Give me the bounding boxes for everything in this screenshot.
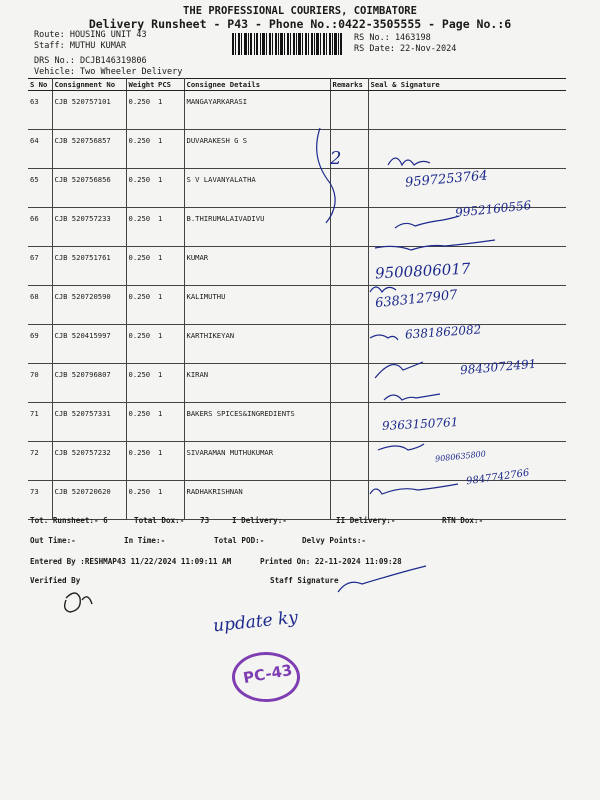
- cell-consignee: KIRAN: [184, 364, 330, 403]
- cell-consignee: B.THIRUMALAIVADIVU: [184, 208, 330, 247]
- drs-no: DRS No.: DCJB146319806: [34, 56, 147, 66]
- table-row: [28, 364, 566, 403]
- cell-signature: [368, 169, 566, 208]
- phone-72: 9080635800: [434, 449, 487, 464]
- table-row: [28, 481, 566, 520]
- cell-weight: 0.250: [126, 130, 156, 169]
- phone-70: 9843072491: [459, 356, 537, 378]
- cell-weight: 0.250: [126, 247, 156, 286]
- cell-consignee: MANGAYARKARASI: [184, 91, 330, 130]
- in-time: In Time:-: [124, 536, 166, 545]
- cell-consignee: KARTHIKEYAN: [184, 325, 330, 364]
- i-delivery: I Delivery:-: [232, 516, 287, 525]
- cell-remarks: [330, 481, 368, 520]
- col-signature: Seal & Signature: [368, 79, 566, 91]
- entered-by: Entered By :RESHMAP43 11/22/2024 11:09:11 AM: [30, 557, 232, 566]
- cell-signature: [368, 91, 566, 130]
- cell-sno: 66: [28, 208, 52, 247]
- cell-sno: 69: [28, 325, 52, 364]
- cell-consignment: CJB 520796807: [52, 364, 126, 403]
- cell-remarks: [330, 91, 368, 130]
- phone-68: 6383127907: [374, 287, 459, 312]
- rs-no: RS No.: 1463198: [354, 33, 431, 43]
- cell-weight: 0.250: [126, 286, 156, 325]
- col-consignee: Consignee Details: [184, 79, 330, 91]
- cell-remarks: [330, 325, 368, 364]
- col-sno: S No: [28, 79, 52, 91]
- cell-consignment: CJB 520415997: [52, 325, 126, 364]
- vehicle: Vehicle: Two Wheeler Delivery: [34, 67, 183, 77]
- col-weight: Weight: [126, 79, 156, 91]
- cell-consignee: KUMAR: [184, 247, 330, 286]
- cell-weight: 0.250: [126, 169, 156, 208]
- cell-consignee: DUVARAKESH G S: [184, 130, 330, 169]
- barcode: [232, 33, 342, 55]
- ii-delivery: II Delivery:-: [336, 516, 396, 525]
- total-dox-value: 73: [200, 516, 210, 525]
- cell-signature: [368, 247, 566, 286]
- phone-66: 9952160556: [454, 198, 532, 220]
- cell-consignee: SIVARAMAN MUTHUKUMAR: [184, 442, 330, 481]
- out-time: Out Time:-: [30, 536, 76, 545]
- cell-pcs: 1: [156, 130, 184, 169]
- phone-71: 9363150761: [381, 415, 459, 433]
- seal-text: PC-43: [241, 660, 294, 688]
- table-row: [28, 208, 566, 247]
- cell-pcs: 1: [156, 247, 184, 286]
- cell-signature: [368, 208, 566, 247]
- route: Route: HOUSING UNIT 43: [34, 30, 147, 40]
- cell-signature: [368, 481, 566, 520]
- cell-sno: 63: [28, 91, 52, 130]
- cell-signature: [368, 442, 566, 481]
- cell-consignment: CJB 520757101: [52, 91, 126, 130]
- table-row: [28, 169, 566, 208]
- cell-consignment: CJB 520720590: [52, 286, 126, 325]
- staff-signature: Staff Signature: [270, 576, 339, 585]
- runsheet-table: [28, 78, 566, 520]
- cell-pcs: 1: [156, 364, 184, 403]
- table-row: [28, 247, 566, 286]
- cell-consignment: CJB 520756857: [52, 130, 126, 169]
- table-row: [28, 403, 566, 442]
- cell-sno: 65: [28, 169, 52, 208]
- cell-sno: 72: [28, 442, 52, 481]
- table-row: [28, 442, 566, 481]
- cell-weight: 0.250: [126, 442, 156, 481]
- col-consignment: Consignment No: [52, 79, 126, 91]
- handwritten-note: update ky: [212, 607, 299, 637]
- phone-69: 6381862082: [404, 322, 482, 342]
- cell-weight: 0.250: [126, 325, 156, 364]
- cell-signature: [368, 130, 566, 169]
- cell-consignee: S V LAVANYALATHA: [184, 169, 330, 208]
- cell-remarks: [330, 208, 368, 247]
- cell-sno: 67: [28, 247, 52, 286]
- table-row: [28, 325, 566, 364]
- cell-pcs: 1: [156, 91, 184, 130]
- cell-remarks: [330, 403, 368, 442]
- phone-67: 9500806017: [374, 259, 471, 283]
- cell-remarks: [330, 286, 368, 325]
- cell-consignee: BAKERS SPICES&INGREDIENTS: [184, 403, 330, 442]
- cell-pcs: 1: [156, 442, 184, 481]
- seal-stamp: [232, 652, 300, 702]
- cell-consignment: CJB 520756856: [52, 169, 126, 208]
- cell-sno: 70: [28, 364, 52, 403]
- cell-sno: 68: [28, 286, 52, 325]
- cell-signature: [368, 403, 566, 442]
- table-row: [28, 286, 566, 325]
- phone-65: 9597253764: [404, 168, 489, 191]
- cell-weight: 0.250: [126, 481, 156, 520]
- table-row: [28, 91, 566, 130]
- cell-weight: 0.250: [126, 403, 156, 442]
- cell-weight: 0.250: [126, 364, 156, 403]
- cell-pcs: 1: [156, 208, 184, 247]
- delvy-points: Delvy Points:-: [302, 536, 367, 545]
- cell-remarks: [330, 130, 368, 169]
- cell-consignee: RADHAKRISHNAN: [184, 481, 330, 520]
- cell-consignment: CJB 520757233: [52, 208, 126, 247]
- cell-remarks: [330, 364, 368, 403]
- cell-pcs: 1: [156, 325, 184, 364]
- cell-signature: [368, 286, 566, 325]
- cell-signature: [368, 325, 566, 364]
- cell-remarks: [330, 247, 368, 286]
- total-dox-label: Total Dox:-: [134, 516, 185, 525]
- cell-pcs: 1: [156, 169, 184, 208]
- remark-mark: 2: [330, 148, 342, 169]
- cell-sno: 64: [28, 130, 52, 169]
- cell-remarks: [330, 442, 368, 481]
- cell-sno: 71: [28, 403, 52, 442]
- cell-signature: [368, 364, 566, 403]
- col-pcs: PCS: [156, 79, 184, 91]
- table-header: [28, 79, 566, 91]
- cell-weight: 0.250: [126, 208, 156, 247]
- printed-on: Printed On: 22-11-2024 11:09:28: [260, 557, 402, 566]
- phone-73: 9847742766: [465, 467, 531, 488]
- cell-sno: 73: [28, 481, 52, 520]
- tot-runsheet: Tot. Runsheet:- 6: [30, 516, 108, 525]
- cell-weight: 0.250: [126, 91, 156, 130]
- col-remarks: Remarks: [330, 79, 368, 91]
- company-name: THE PROFESSIONAL COURIERS, COIMBATORE: [183, 5, 417, 17]
- total-pod: Total POD:-: [214, 536, 265, 545]
- cell-consignment: CJB 520757232: [52, 442, 126, 481]
- cell-pcs: 1: [156, 403, 184, 442]
- runsheet-title: Delivery Runsheet - P43 - Phone No.:0422-3505555 - Page No.:6: [88, 17, 512, 31]
- rtn-dox: RTN Dox:-: [442, 516, 484, 525]
- table-row: [28, 130, 566, 169]
- cell-consignment: CJB 520751761: [52, 247, 126, 286]
- cell-remarks: [330, 169, 368, 208]
- cell-consignee: KALIMUTHU: [184, 286, 330, 325]
- cell-pcs: 1: [156, 286, 184, 325]
- cell-consignment: CJB 520757331: [52, 403, 126, 442]
- rs-date: RS Date: 22-Nov-2024: [354, 44, 457, 54]
- staff: Staff: MUTHU KUMAR: [34, 41, 127, 51]
- verified-by: Verified By: [30, 576, 81, 585]
- cell-consignment: CJB 520720620: [52, 481, 126, 520]
- cell-pcs: 1: [156, 481, 184, 520]
